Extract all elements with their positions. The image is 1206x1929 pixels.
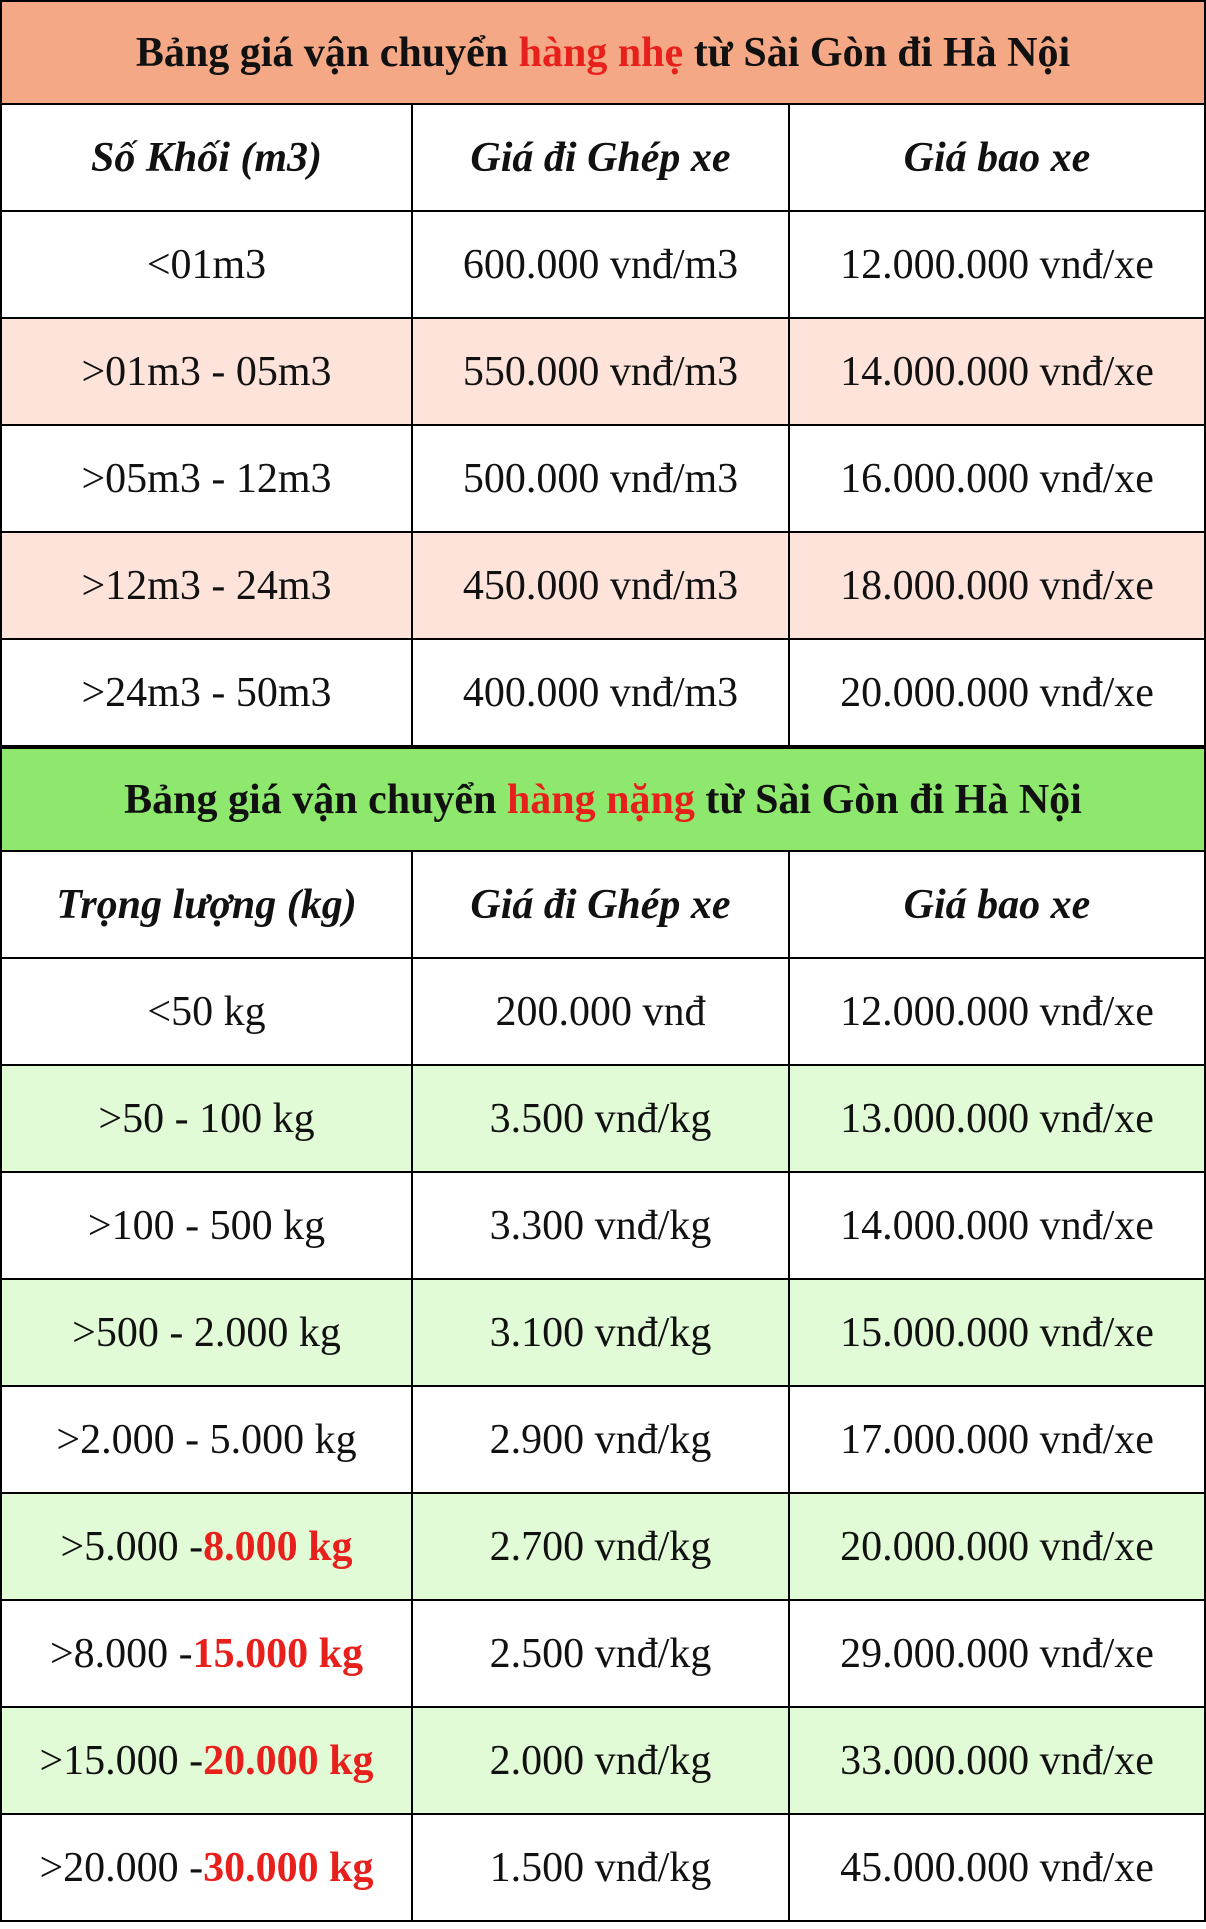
shared-price: 400.000 vnđ/m3 [413,640,790,745]
table-row [0,959,1206,1066]
weight-range-high: 30.000 kg [203,1844,374,1891]
shared-price: 2.500 vnđ/kg [413,1601,790,1706]
shared-price: 2.900 vnđ/kg [413,1387,790,1492]
weight-range [2,1066,413,1171]
full-truck-price: 45.000.000 vnđ/xe [840,1844,1154,1891]
table-row [0,1494,1206,1601]
weight-range [2,1815,413,1920]
weight-range [2,1708,413,1813]
table-row [0,212,1206,319]
weight-range [2,1494,413,1599]
weight-range-high: 20.000 kg [203,1737,374,1784]
table-row [0,640,1206,747]
header-shared-price: Giá đi Ghép xe [413,105,790,210]
table-row [0,533,1206,640]
heavy-title-suffix: từ Sài Gòn đi Hà Nội [705,776,1082,823]
header-shared-price: Giá đi Ghép xe [413,852,790,957]
volume-range: >01m3 - 05m3 [2,319,413,424]
shared-price: 3.100 vnđ/kg [413,1280,790,1385]
weight-range-low: >5.000 - [60,1523,204,1570]
volume-range: >05m3 - 12m3 [2,426,413,531]
volume-range: >12m3 - 24m3 [2,533,413,638]
weight-range-high: 15.000 kg [192,1630,364,1677]
table-row [0,319,1206,426]
weight-range-low: >50 - 100 kg [98,1095,315,1142]
weight-range-low: >20.000 - [39,1844,204,1891]
full-truck-price: 14.000.000 vnđ/xe [840,348,1154,395]
header-volume: Số Khối (m3) [2,105,413,210]
heavy-table-header-row [0,852,1206,959]
weight-range-low: >8.000 - [49,1630,193,1677]
table-row [0,1280,1206,1387]
header-weight: Trọng lượng (kg) [2,852,413,957]
shared-price: 2.000 vnđ/kg [413,1708,790,1813]
table-row [0,426,1206,533]
header-full-truck-price: Giá bao xe [903,134,1091,181]
light-table-title [0,0,1206,105]
full-truck-price: 15.000.000 vnđ/xe [840,1309,1154,1356]
heavy-title-highlight: hàng nặng [506,776,695,823]
volume-range: <01m3 [2,212,413,317]
weight-range-low: >500 - 2.000 kg [72,1309,341,1356]
full-truck-price: 18.000.000 vnđ/xe [840,562,1154,609]
full-truck-price: 12.000.000 vnđ/xe [840,988,1154,1035]
shared-price: 1.500 vnđ/kg [413,1815,790,1920]
full-truck-price: 14.000.000 vnđ/xe [840,1202,1154,1249]
weight-range [2,1173,413,1278]
shared-price: 2.700 vnđ/kg [413,1494,790,1599]
table-row [0,1066,1206,1173]
weight-range-low: <50 kg [147,988,266,1035]
shared-price: 600.000 vnđ/m3 [413,212,790,317]
table-row [0,1387,1206,1494]
heavy-title-prefix: Bảng giá vận chuyển [124,776,497,823]
shared-price: 3.300 vnđ/kg [413,1173,790,1278]
full-truck-price: 17.000.000 vnđ/xe [840,1416,1154,1463]
table-row [0,1601,1206,1708]
header-full-truck-price: Giá bao xe [903,881,1091,928]
light-title-prefix: Bảng giá vận chuyển [135,29,509,76]
table-row [0,1173,1206,1280]
shared-price: 3.500 vnđ/kg [413,1066,790,1171]
shared-price: 200.000 vnđ [413,959,790,1064]
light-table-header-row [0,105,1206,212]
full-truck-price: 20.000.000 vnđ/xe [840,669,1154,716]
table-row [0,1708,1206,1815]
full-truck-price: 33.000.000 vnđ/xe [840,1737,1154,1784]
weight-range-high: 8.000 kg [203,1523,353,1570]
shared-price: 550.000 vnđ/m3 [413,319,790,424]
weight-range [2,959,413,1064]
weight-range-low: >100 - 500 kg [87,1202,326,1249]
full-truck-price: 20.000.000 vnđ/xe [840,1523,1154,1570]
full-truck-price: 12.000.000 vnđ/xe [840,241,1154,288]
light-title-suffix: từ Sài Gòn đi Hà Nội [693,29,1071,76]
weight-range [2,1280,413,1385]
full-truck-price: 29.000.000 vnđ/xe [840,1630,1154,1677]
volume-range: >24m3 - 50m3 [2,640,413,745]
shared-price: 450.000 vnđ/m3 [413,533,790,638]
full-truck-price: 16.000.000 vnđ/xe [840,455,1154,502]
heavy-table-title [0,747,1206,852]
weight-range [2,1387,413,1492]
weight-range-low: >15.000 - [39,1737,204,1784]
weight-range [2,1601,413,1706]
table-row [0,1815,1206,1922]
full-truck-price: 13.000.000 vnđ/xe [840,1095,1154,1142]
light-title-highlight: hàng nhẹ [518,29,684,76]
shared-price: 500.000 vnđ/m3 [413,426,790,531]
weight-range-low: >2.000 - 5.000 kg [56,1416,357,1463]
